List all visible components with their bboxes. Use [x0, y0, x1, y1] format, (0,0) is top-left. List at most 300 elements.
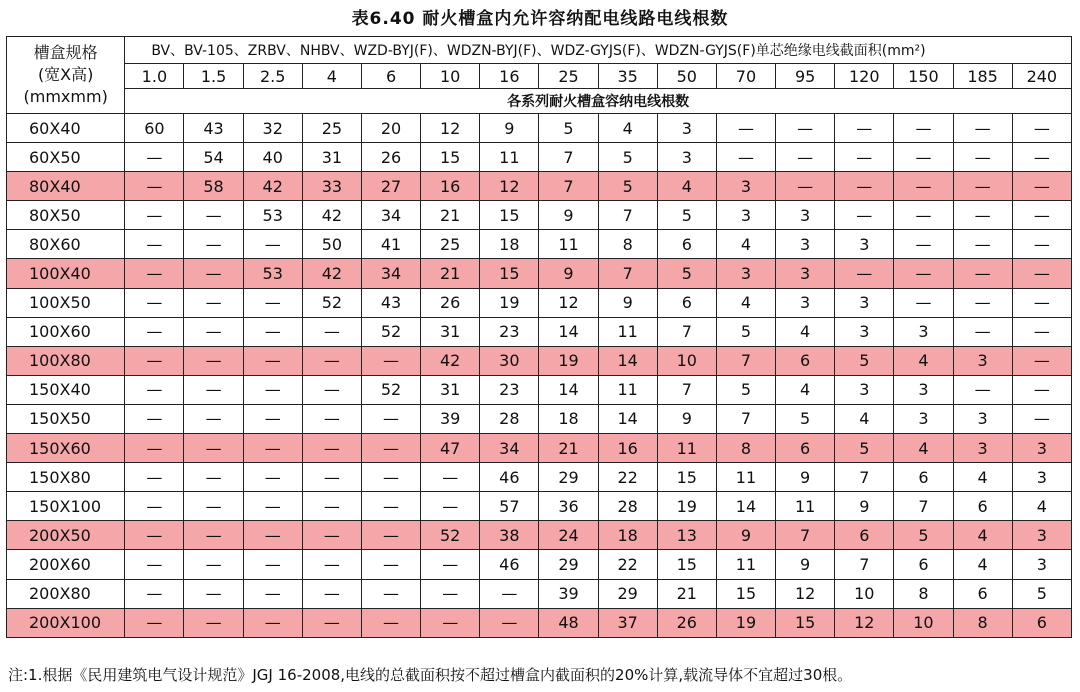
table-row [7, 492, 1072, 521]
size-cell: 200X60 [7, 550, 125, 579]
size-cell: 200X100 [7, 608, 125, 637]
value-cell: — [243, 230, 302, 259]
value-cell: 3 [1012, 521, 1071, 550]
value-cell: 3 [657, 114, 716, 143]
value-cell: 3 [835, 288, 894, 317]
value-cell: — [125, 492, 184, 521]
table-row [7, 317, 1072, 346]
value-cell: 18 [598, 521, 657, 550]
value-cell: 50 [302, 230, 361, 259]
value-cell: — [894, 172, 953, 201]
value-cell: 14 [539, 317, 598, 346]
value-cell: 7 [539, 172, 598, 201]
value-cell: — [835, 172, 894, 201]
value-cell: 26 [421, 288, 480, 317]
value-cell: 43 [184, 114, 243, 143]
table-row [7, 434, 1072, 463]
value-cell: 14 [716, 492, 775, 521]
table-row [7, 201, 1072, 230]
value-cell: 5 [716, 375, 775, 404]
value-cell: 38 [480, 521, 539, 550]
value-cell: 6 [657, 288, 716, 317]
size-cell: 150X40 [7, 375, 125, 404]
value-cell: 5 [539, 114, 598, 143]
table-row [7, 521, 1072, 550]
value-cell: 8 [716, 434, 775, 463]
value-cell: — [184, 288, 243, 317]
value-cell: 19 [539, 346, 598, 375]
value-cell: — [361, 492, 420, 521]
value-cell: 16 [421, 172, 480, 201]
size-cell: 150X50 [7, 404, 125, 433]
value-cell: — [1012, 114, 1071, 143]
value-cell: 5 [1012, 579, 1071, 608]
value-cell: 26 [657, 608, 716, 637]
section-header-cell: 70 [716, 64, 775, 89]
value-cell: 4 [1012, 492, 1071, 521]
value-cell: 9 [776, 463, 835, 492]
value-cell: — [125, 375, 184, 404]
value-cell: 7 [716, 404, 775, 433]
value-cell: — [125, 201, 184, 230]
value-cell: 47 [421, 434, 480, 463]
value-cell: 9 [480, 114, 539, 143]
value-cell: 3 [953, 434, 1012, 463]
value-cell: 3 [716, 172, 775, 201]
value-cell: 29 [539, 463, 598, 492]
value-cell: 9 [539, 201, 598, 230]
value-cell: — [302, 579, 361, 608]
value-cell: 11 [480, 143, 539, 172]
value-cell: — [184, 463, 243, 492]
value-cell: 34 [361, 259, 420, 288]
value-cell: 3 [953, 404, 1012, 433]
value-cell: 6 [776, 346, 835, 375]
value-cell: 12 [480, 172, 539, 201]
size-cell: 200X50 [7, 521, 125, 550]
value-cell: 48 [539, 608, 598, 637]
value-cell: — [953, 259, 1012, 288]
value-cell: 28 [598, 492, 657, 521]
value-cell: 10 [657, 346, 716, 375]
value-cell: 42 [421, 346, 480, 375]
value-cell: 31 [421, 317, 480, 346]
value-cell: 5 [835, 434, 894, 463]
value-cell: — [421, 463, 480, 492]
value-cell: — [776, 143, 835, 172]
value-cell: 23 [480, 375, 539, 404]
value-cell: — [302, 317, 361, 346]
value-cell: — [243, 608, 302, 637]
footnote: 注:1.根据《民用建筑电气设计规范》JGJ 16-2008,电线的总截面积按不超过槽盒内截面积的20%计算,载流导体不宜超过30根。 [8, 666, 853, 684]
value-cell: 21 [657, 579, 716, 608]
value-cell: — [243, 346, 302, 375]
value-cell: — [480, 579, 539, 608]
size-cell: 150X80 [7, 463, 125, 492]
value-cell: — [184, 579, 243, 608]
value-cell: 24 [539, 521, 598, 550]
size-cell: 100X40 [7, 259, 125, 288]
value-cell: 58 [184, 172, 243, 201]
value-cell: 18 [480, 230, 539, 259]
value-cell: — [184, 375, 243, 404]
table-row [7, 230, 1072, 259]
section-header-cell: 1.0 [125, 64, 184, 89]
value-cell: — [835, 114, 894, 143]
value-cell: 6 [894, 463, 953, 492]
value-cell: 22 [598, 463, 657, 492]
value-cell: 34 [361, 201, 420, 230]
value-cell: — [835, 259, 894, 288]
section-header-cell: 2.5 [243, 64, 302, 89]
value-cell: — [184, 521, 243, 550]
section-header-cell: 150 [894, 64, 953, 89]
value-cell: 3 [894, 404, 953, 433]
value-cell: — [243, 463, 302, 492]
value-cell: — [125, 579, 184, 608]
value-cell: 22 [598, 550, 657, 579]
value-cell: 29 [539, 550, 598, 579]
value-cell: 3 [657, 143, 716, 172]
value-cell: 9 [598, 288, 657, 317]
value-cell: — [302, 608, 361, 637]
value-cell: — [302, 463, 361, 492]
value-cell: 3 [776, 230, 835, 259]
value-cell: 43 [361, 288, 420, 317]
value-cell: — [125, 550, 184, 579]
value-cell: — [243, 404, 302, 433]
value-cell: 19 [480, 288, 539, 317]
value-cell: 14 [539, 375, 598, 404]
value-cell: — [243, 550, 302, 579]
value-cell: — [894, 288, 953, 317]
value-cell: 6 [657, 230, 716, 259]
value-cell: 25 [421, 230, 480, 259]
section-header-cell: 1.5 [184, 64, 243, 89]
value-cell: 12 [835, 608, 894, 637]
value-cell: — [1012, 375, 1071, 404]
value-cell: — [894, 201, 953, 230]
section-header-cell: 4 [302, 64, 361, 89]
value-cell: — [243, 579, 302, 608]
table-row [7, 114, 1072, 143]
value-cell: 4 [894, 346, 953, 375]
value-cell: — [184, 404, 243, 433]
value-cell: — [243, 288, 302, 317]
value-cell: — [361, 404, 420, 433]
value-cell: — [953, 288, 1012, 317]
value-cell: 11 [776, 492, 835, 521]
value-cell: — [125, 259, 184, 288]
value-cell: 14 [598, 346, 657, 375]
value-cell: 39 [539, 579, 598, 608]
value-cell: — [125, 143, 184, 172]
value-cell: — [361, 608, 420, 637]
value-cell: — [125, 404, 184, 433]
corner-line-1: 槽盒规格 [33, 43, 98, 62]
value-cell: 3 [716, 201, 775, 230]
value-cell: 15 [421, 143, 480, 172]
value-cell: 33 [302, 172, 361, 201]
value-cell: 7 [657, 317, 716, 346]
value-cell: 7 [894, 492, 953, 521]
value-cell: 7 [539, 143, 598, 172]
value-cell: 3 [716, 259, 775, 288]
value-cell: 15 [480, 259, 539, 288]
value-cell: 11 [598, 317, 657, 346]
value-cell: — [716, 114, 775, 143]
value-cell: — [421, 492, 480, 521]
value-cell: 3 [776, 259, 835, 288]
value-cell: — [184, 201, 243, 230]
value-cell: 3 [1012, 434, 1071, 463]
value-cell: — [953, 317, 1012, 346]
value-cell: — [184, 434, 243, 463]
value-cell: 3 [1012, 463, 1071, 492]
value-cell: 20 [361, 114, 420, 143]
table-row [7, 550, 1072, 579]
value-cell: 3 [953, 346, 1012, 375]
value-cell: 23 [480, 317, 539, 346]
value-cell: — [894, 143, 953, 172]
value-cell: 21 [539, 434, 598, 463]
value-cell: 4 [598, 114, 657, 143]
value-cell: 40 [243, 143, 302, 172]
value-cell: — [302, 404, 361, 433]
size-cell: 80X50 [7, 201, 125, 230]
value-cell: 3 [776, 201, 835, 230]
table-row [7, 172, 1072, 201]
value-cell: — [953, 114, 1012, 143]
section-header-cell: 185 [953, 64, 1012, 89]
value-cell: 52 [302, 288, 361, 317]
table-row [7, 608, 1072, 637]
value-cell: 3 [835, 375, 894, 404]
value-cell: 6 [953, 492, 1012, 521]
value-cell: 53 [243, 259, 302, 288]
value-cell: 8 [894, 579, 953, 608]
value-cell: — [361, 579, 420, 608]
section-header-cell: 6 [361, 64, 420, 89]
value-cell: — [361, 521, 420, 550]
size-cell: 100X80 [7, 346, 125, 375]
value-cell: 18 [539, 404, 598, 433]
section-header-cell: 10 [421, 64, 480, 89]
value-cell: — [302, 375, 361, 404]
value-cell: 7 [835, 550, 894, 579]
value-cell: 5 [657, 201, 716, 230]
value-cell: — [894, 259, 953, 288]
value-cell: 4 [953, 521, 1012, 550]
value-cell: 42 [302, 201, 361, 230]
value-cell: — [184, 550, 243, 579]
value-cell: — [125, 463, 184, 492]
section-header-row [7, 64, 1072, 89]
value-cell: — [184, 608, 243, 637]
value-cell: — [125, 521, 184, 550]
value-cell: 15 [480, 201, 539, 230]
value-cell: 12 [421, 114, 480, 143]
value-cell: 6 [776, 434, 835, 463]
value-cell: 5 [835, 346, 894, 375]
value-cell: 6 [1012, 608, 1071, 637]
value-cell: — [1012, 201, 1071, 230]
value-cell: 39 [421, 404, 480, 433]
section-header-cell: 95 [776, 64, 835, 89]
size-cell: 80X60 [7, 230, 125, 259]
value-cell: — [953, 230, 1012, 259]
section-header-cell: 35 [598, 64, 657, 89]
value-cell: 7 [598, 201, 657, 230]
value-cell: — [361, 346, 420, 375]
table-row [7, 579, 1072, 608]
value-cell: — [184, 317, 243, 346]
value-cell: 6 [835, 521, 894, 550]
table-title: 表6.40 耐火槽盒内允许容纳配电线路电线根数 [351, 9, 729, 29]
value-cell: — [361, 550, 420, 579]
value-cell: 6 [953, 579, 1012, 608]
value-cell: 15 [657, 463, 716, 492]
value-cell: 7 [716, 346, 775, 375]
value-cell: 60 [125, 114, 184, 143]
value-cell: 3 [776, 288, 835, 317]
value-cell: 3 [1012, 550, 1071, 579]
value-cell: 28 [480, 404, 539, 433]
value-cell: 10 [894, 608, 953, 637]
header-corner [7, 37, 125, 114]
value-cell: 27 [361, 172, 420, 201]
value-cell: 19 [716, 608, 775, 637]
value-cell: 52 [361, 317, 420, 346]
value-cell: — [302, 550, 361, 579]
value-cell: — [302, 521, 361, 550]
size-cell: 150X60 [7, 434, 125, 463]
value-cell: — [125, 288, 184, 317]
value-cell: — [302, 346, 361, 375]
value-cell: 9 [657, 404, 716, 433]
value-cell: — [125, 317, 184, 346]
value-cell: 4 [716, 288, 775, 317]
value-cell: 14 [598, 404, 657, 433]
value-cell: 4 [716, 230, 775, 259]
value-cell: 4 [953, 463, 1012, 492]
section-header-cell: 240 [1012, 64, 1071, 89]
value-cell: — [243, 317, 302, 346]
value-cell: — [1012, 346, 1071, 375]
value-cell: 7 [776, 521, 835, 550]
value-cell: — [125, 172, 184, 201]
value-cell: — [1012, 172, 1071, 201]
value-cell: — [184, 346, 243, 375]
value-cell: 5 [716, 317, 775, 346]
value-cell: 19 [657, 492, 716, 521]
value-cell: 42 [302, 259, 361, 288]
value-cell: 10 [835, 579, 894, 608]
value-cell: 9 [716, 521, 775, 550]
value-cell: — [1012, 230, 1071, 259]
value-cell: 9 [835, 492, 894, 521]
value-cell: — [716, 143, 775, 172]
value-cell: 30 [480, 346, 539, 375]
value-cell: 37 [598, 608, 657, 637]
section-header-cell: 16 [480, 64, 539, 89]
value-cell: 7 [835, 463, 894, 492]
section-header-cell: 50 [657, 64, 716, 89]
value-cell: 52 [361, 375, 420, 404]
value-cell: 8 [953, 608, 1012, 637]
value-cell: 26 [361, 143, 420, 172]
table-row [7, 259, 1072, 288]
value-cell: 15 [657, 550, 716, 579]
value-cell: 54 [184, 143, 243, 172]
value-cell: 41 [361, 230, 420, 259]
value-cell: — [953, 172, 1012, 201]
value-cell: — [125, 608, 184, 637]
value-cell: — [243, 434, 302, 463]
value-cell: 3 [835, 230, 894, 259]
value-cell: — [421, 550, 480, 579]
value-cell: — [125, 346, 184, 375]
value-cell: — [421, 608, 480, 637]
value-cell: — [184, 259, 243, 288]
value-cell: 5 [657, 259, 716, 288]
value-cell: — [835, 201, 894, 230]
size-cell: 100X60 [7, 317, 125, 346]
value-cell: — [243, 492, 302, 521]
value-cell: 36 [539, 492, 598, 521]
value-cell: 21 [421, 201, 480, 230]
value-cell: 29 [598, 579, 657, 608]
value-cell: 11 [716, 550, 775, 579]
value-cell: — [953, 375, 1012, 404]
value-cell: — [1012, 143, 1071, 172]
value-cell: 31 [302, 143, 361, 172]
value-cell: 12 [776, 579, 835, 608]
value-cell: 11 [598, 375, 657, 404]
value-cell: — [480, 608, 539, 637]
value-cell: — [302, 492, 361, 521]
value-cell: — [361, 463, 420, 492]
value-cell: 3 [894, 317, 953, 346]
table-row [7, 346, 1072, 375]
value-cell: 5 [776, 404, 835, 433]
value-cell: — [302, 434, 361, 463]
value-cell: — [894, 114, 953, 143]
value-cell: 32 [243, 114, 302, 143]
value-cell: 13 [657, 521, 716, 550]
section-header-cell: 25 [539, 64, 598, 89]
value-cell: — [243, 375, 302, 404]
value-cell: 4 [776, 375, 835, 404]
value-cell: — [125, 230, 184, 259]
value-cell: 42 [243, 172, 302, 201]
value-cell: 4 [894, 434, 953, 463]
size-cell: 60X50 [7, 143, 125, 172]
value-cell: — [421, 579, 480, 608]
corner-line-2: (宽X高) [37, 65, 94, 84]
size-cell: 80X40 [7, 172, 125, 201]
value-cell: 12 [539, 288, 598, 317]
value-cell: 9 [776, 550, 835, 579]
value-cell: 7 [598, 259, 657, 288]
value-cell: — [184, 230, 243, 259]
value-cell: 11 [716, 463, 775, 492]
value-cell: 9 [539, 259, 598, 288]
series-label: BV、BV-105、ZRBV、NHBV、WZD-BYJ(F)、WDZN-BYJ(F)、WDZ-GYJS(F)、WDZN-GYJS(F)单芯绝缘电线截面积(mm²) [125, 37, 1072, 64]
value-cell: 4 [776, 317, 835, 346]
value-cell: — [776, 172, 835, 201]
value-cell: — [894, 230, 953, 259]
